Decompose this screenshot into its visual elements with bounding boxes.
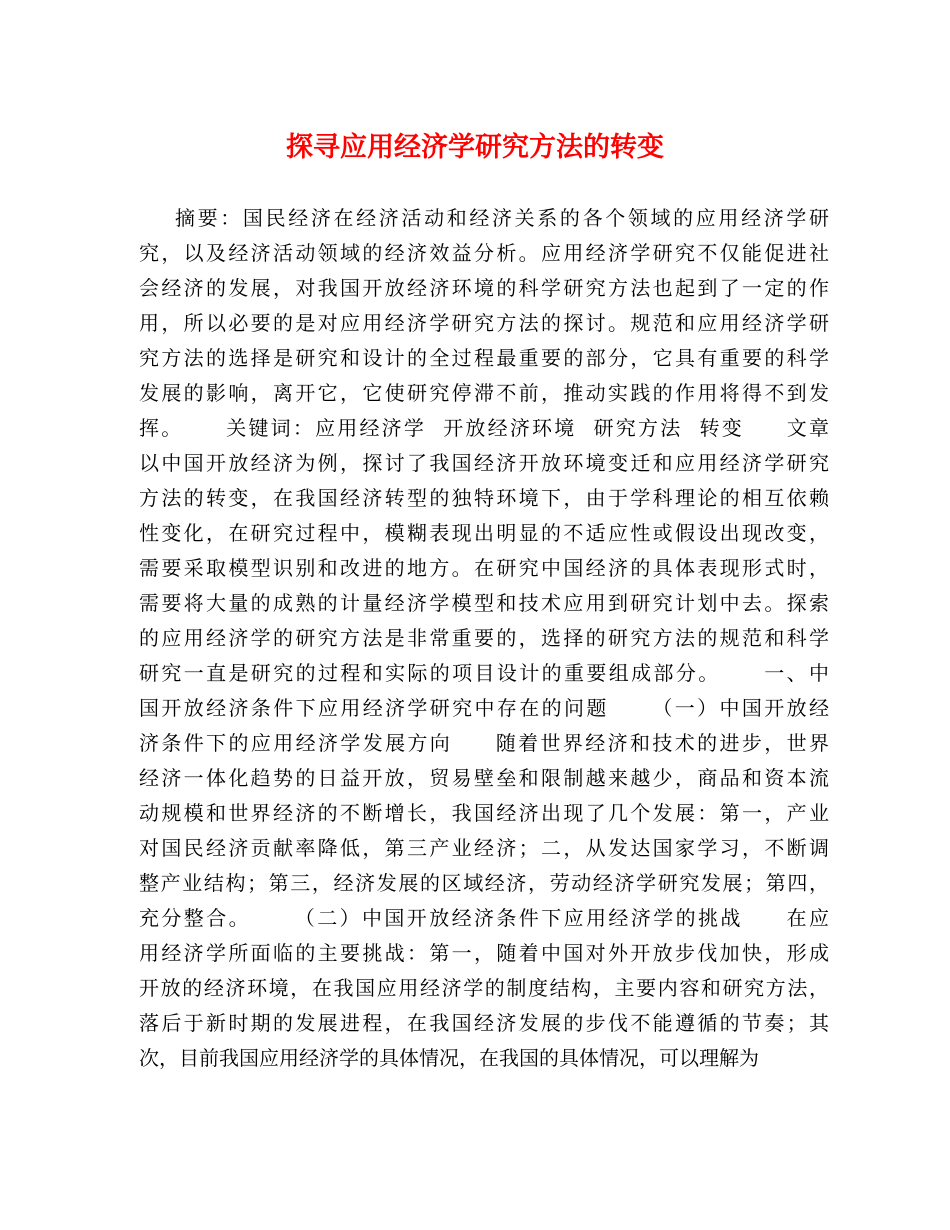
body-line: 动规模和世界经济的不断增长，我国经济出现了几个发展：第一，产业 — [139, 801, 829, 825]
body-line: 落后于新时期的发展进程，在我国经济发展的步伐不能遵循的节奏；其 — [139, 1011, 829, 1035]
body-line: 国开放经济条件下应用经济学研究中存在的问题 （一）中国开放经 — [139, 696, 829, 720]
body-line: 对国民经济贡献率降低，第三产业经济；二，从发达国家学习，不断调 — [139, 836, 829, 860]
body-line: 的应用经济学的研究方法是非常重要的，选择的研究方法的规范和科学 — [139, 626, 829, 650]
body-line: 发展的影响，离开它，它使研究停滞不前，推动实践的作用将得不到发 — [139, 381, 829, 405]
document-title: 探寻应用经济学研究方法的转变 — [286, 132, 664, 163]
body-line: 挥。 关键词：应用经济学 开放经济环境 研究方法 转变 文章 — [139, 416, 829, 440]
body-line: 研究一直是研究的过程和实际的项目设计的重要组成部分。 一、中 — [139, 661, 829, 685]
body-line: 究方法的选择是研究和设计的全过程最重要的部分，它具有重要的科学 — [139, 346, 829, 370]
body-line: 用经济学所面临的主要挑战：第一，随着中国对外开放步伐加快，形成 — [139, 941, 829, 965]
body-line: 济条件下的应用经济学发展方向 随着世界经济和技术的进步，世界 — [139, 731, 829, 755]
body-line: 摘要：国民经济在经济活动和经济关系的各个领域的应用经济学研 — [139, 206, 829, 230]
document-body — [139, 201, 829, 1076]
body-line: 究，以及经济活动领域的经济效益分析。应用经济学研究不仅能促进社 — [139, 241, 829, 265]
body-line: 用，所以必要的是对应用经济学研究方法的探讨。规范和应用经济学研 — [139, 311, 829, 335]
body-line: 方法的转变，在我国经济转型的独特环境下，由于学科理论的相互依赖 — [139, 486, 829, 510]
body-line: 经济一体化趋势的日益开放，贸易壁垒和限制越来越少，商品和资本流 — [139, 766, 829, 790]
body-line: 需要采取模型识别和改进的地方。在研究中国经济的具体表现形式时， — [139, 556, 829, 580]
body-line: 次，目前我国应用经济学的具体情况，在我国的具体情况，可以理解为 — [139, 1046, 759, 1070]
body-line: 以中国开放经济为例，探讨了我国经济开放环境变迁和应用经济学研究 — [139, 451, 829, 475]
body-line: 整产业结构；第三，经济发展的区域经济，劳动经济学研究发展；第四， — [139, 871, 829, 895]
body-line: 开放的经济环境，在我国应用经济学的制度结构，主要内容和研究方法， — [139, 976, 829, 1000]
body-line: 性变化，在研究过程中，模糊表现出明显的不适应性或假设出现改变， — [139, 521, 829, 545]
body-line: 需要将大量的成熟的计量经济学模型和技术应用到研究计划中去。探索 — [139, 591, 829, 615]
body-line: 会经济的发展，对我国开放经济环境的科学研究方法也起到了一定的作 — [139, 276, 829, 300]
body-line: 充分整合。 （二）中国开放经济条件下应用经济学的挑战 在应 — [139, 906, 829, 930]
